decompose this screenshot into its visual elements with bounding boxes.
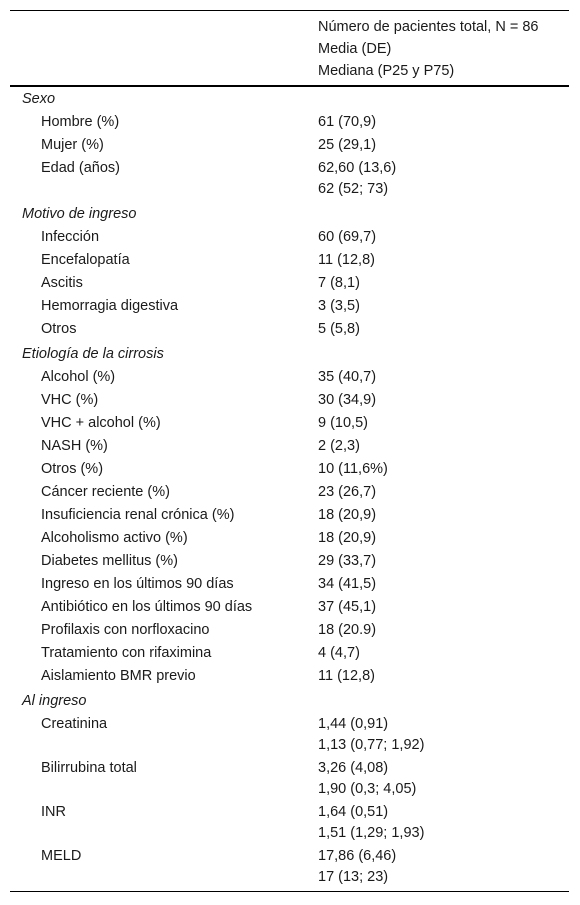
row-value: 3 (3,5) bbox=[318, 298, 360, 314]
row-value: 1,44 (0,91) bbox=[318, 716, 389, 732]
table-header bbox=[10, 11, 569, 87]
header-line-1: Número de pacientes total, N = 86 bbox=[318, 19, 539, 35]
row-label: Encefalopatía bbox=[41, 252, 130, 268]
row-value-median: 1,13 (0,77; 1,92) bbox=[318, 737, 425, 753]
row-label: Antibiótico en los últimos 90 días bbox=[41, 599, 253, 615]
row-value: 3,26 (4,08) bbox=[318, 760, 389, 776]
row-value: 37 (45,1) bbox=[318, 599, 377, 615]
row-label: Bilirrubina total bbox=[41, 760, 137, 776]
row-value: 62,60 (13,6) bbox=[318, 160, 397, 176]
row-value: 4 (4,7) bbox=[318, 645, 360, 661]
row-value: 11 (12,8) bbox=[318, 252, 375, 268]
row-label: Aislamiento BMR previo bbox=[41, 668, 196, 684]
section-sexo: Sexo bbox=[22, 91, 56, 107]
data-table bbox=[10, 10, 569, 892]
row-value: 18 (20,9) bbox=[318, 530, 377, 546]
section-motivo: Motivo de ingreso bbox=[22, 206, 137, 222]
row-label: Edad (años) bbox=[41, 160, 120, 176]
row-label: Cáncer reciente (%) bbox=[41, 484, 170, 500]
row-value: 9 (10,5) bbox=[318, 415, 368, 431]
row-label: Ingreso en los últimos 90 días bbox=[41, 576, 234, 592]
row-value: 7 (8,1) bbox=[318, 275, 360, 291]
header-line-2: Media (DE) bbox=[318, 41, 392, 57]
row-value-median: 1,51 (1,29; 1,93) bbox=[318, 825, 425, 841]
row-value-median: 62 (52; 73) bbox=[318, 181, 389, 197]
table-body bbox=[10, 87, 569, 892]
row-value: 25 (29,1) bbox=[318, 137, 377, 153]
row-label: Tratamiento con rifaximina bbox=[41, 645, 212, 661]
header-line-3: Mediana (P25 y P75) bbox=[318, 63, 455, 79]
row-value: 10 (11,6%) bbox=[318, 461, 388, 477]
row-value: 60 (69,7) bbox=[318, 229, 377, 245]
row-value: 2 (2,3) bbox=[318, 438, 360, 454]
row-value: 18 (20.9) bbox=[318, 622, 377, 638]
row-label: NASH (%) bbox=[41, 438, 108, 454]
row-label: Alcohol (%) bbox=[41, 369, 116, 385]
row-value: 34 (41,5) bbox=[318, 576, 377, 592]
section-ingreso: Al ingreso bbox=[22, 693, 87, 709]
row-value: 11 (12,8) bbox=[318, 668, 375, 684]
row-label: Otros (%) bbox=[41, 461, 104, 477]
row-value: 5 (5,8) bbox=[318, 321, 360, 337]
row-label: Hombre (%) bbox=[41, 114, 120, 130]
row-value: 1,64 (0,51) bbox=[318, 804, 389, 820]
row-value: 29 (33,7) bbox=[318, 553, 377, 569]
row-value: 17,86 (6,46) bbox=[318, 848, 397, 864]
row-value-median: 1,90 (0,3; 4,05) bbox=[318, 781, 417, 797]
row-value: 18 (20,9) bbox=[318, 507, 377, 523]
row-value: 35 (40,7) bbox=[318, 369, 377, 385]
row-label: VHC (%) bbox=[41, 392, 99, 408]
row-label: VHC + alcohol (%) bbox=[41, 415, 161, 431]
row-label: MELD bbox=[41, 848, 82, 864]
row-label: Mujer (%) bbox=[41, 137, 104, 153]
row-label: Diabetes mellitus (%) bbox=[41, 553, 178, 569]
row-label: Otros bbox=[41, 321, 77, 337]
row-label: Alcoholismo activo (%) bbox=[41, 530, 188, 546]
row-label: Creatinina bbox=[41, 716, 108, 732]
section-etiologia: Etiología de la cirrosis bbox=[22, 346, 164, 362]
row-label: INR bbox=[41, 804, 66, 820]
row-label: Hemorragia digestiva bbox=[41, 298, 179, 314]
row-value: 30 (34,9) bbox=[318, 392, 377, 408]
row-label: Insuficiencia renal crónica (%) bbox=[41, 507, 235, 523]
row-label: Ascitis bbox=[41, 275, 83, 291]
row-label: Profilaxis con norfloxacino bbox=[41, 622, 210, 638]
row-value-median: 17 (13; 23) bbox=[318, 869, 389, 885]
row-value: 61 (70,9) bbox=[318, 114, 377, 130]
row-label: Infección bbox=[41, 229, 100, 245]
row-value: 23 (26,7) bbox=[318, 484, 377, 500]
